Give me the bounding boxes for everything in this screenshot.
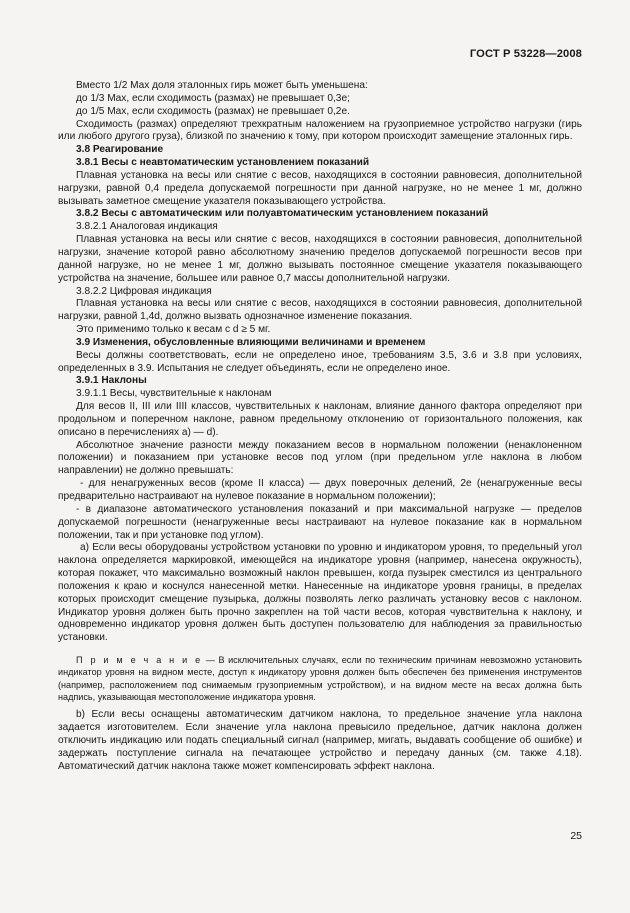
paragraph: до 1/5 Max, если сходимость (размах) не превышает 0,2e.: [76, 105, 350, 117]
note: [58, 654, 582, 703]
paragraph: Для весов II, III или IIII классов, чувствительных к наклонам, влияние данного фактора определяют при продольном и поперечном наклоне, равном предельному отклонению от горизонтального положения, как описано в перечислениях а) — d).: [58, 401, 582, 438]
paragraph: Это применимо только к весам с d ≥ 5 мг.: [76, 324, 271, 336]
section-heading: 3.9.1 Наклоны: [76, 375, 147, 387]
paragraph: 3.8.2.1 Аналоговая индикация: [76, 221, 218, 233]
paragraph-list: [58, 80, 582, 645]
section-heading: 3.9 Изменения, обусловленные влияющими величинами и временем: [76, 336, 426, 348]
paragraph: Вместо 1/2 Max доля эталонных гирь может быть уменьшена:: [76, 80, 368, 91]
note-label: П р и м е ч а н и е: [76, 655, 203, 666]
paragraph-tilt-sensor: b) Если весы оснащены автоматическим датчиком наклона, то предельное значение угла наклона задается изготовителем. Если значение угла наклона превысило предельное, датчик наклона должен отключить индикацию или подать специальный сигнал (например, мигать, выдавать сообщение об ошибке) и задержать поступление сигнала на печатающее устройство и передачу данных (см. также 4.18). Автоматический датчик наклона также может компенсировать эффект наклона.: [58, 709, 582, 772]
paragraph: Плавная установка на весы или снятие с весов, находящихся в состоянии равновесия, дополнительной нагрузки, равной 0,4 предела допускаемой погрешности при данной нагрузке, но не менее 1 мг, должно вызывать заметное смещение указателя показывающего устройства.: [58, 169, 582, 207]
section-heading: 3.8.2 Весы с автоматическим или полуавтоматическим установлением показаний: [76, 208, 489, 220]
section-heading: 3.8.1 Весы с неавтоматическим установлением показаний: [76, 157, 370, 169]
note-text: — В исключительных случаях, если по техническим причинам невозможно установить индикатор уровня на видном месте, доступ к индикатору уровня должен быть обеспечен без применения инструментов (например, расположением под снимаемым грузоприемным устройством), и на видном месте на весах должна быть надпись, указывающая местоположение индикатора уровня.: [58, 655, 582, 703]
paragraph: до 1/3 Max, если сходимость (размах) не превышает 0,3e;: [76, 92, 350, 104]
paragraph: - в диапазоне автоматического установления показаний и при максимальной нагрузке — пределов допускаемой погрешности (ненагруженные весы настраивают на нулевое показание как в нормальном положении, так и при установке под углом).: [58, 503, 582, 541]
section-heading: 3.8 Реагирование: [76, 144, 164, 156]
paragraph: Плавная установка на весы или снятие с весов, находящихся в состоянии равновесия, дополнительной нагрузки, равной 1,4d, должно вызвать однозначное изменение показания.: [58, 298, 582, 323]
paragraph: 3.8.2.2 Цифровая индикация: [76, 285, 212, 297]
page-number: 25: [570, 830, 582, 842]
document-header: ГОСТ Р 53228—2008: [469, 48, 582, 60]
paragraph: Плавная установка на весы или снятие с весов, находящихся в состоянии равновесия, дополнительной нагрузки, значение которой равно абсолютному значению пределов допускаемой погрешности весов при данной нагрузке, но не менее 1 мг, должно вызывать постоянное смещение указателя показывающего устройства на значение, большее или равное 0,7 массы дополнительной нагрузки.: [58, 234, 582, 284]
paragraph: а) Если весы оборудованы устройством установки по уровню и индикатором уровня, то предельный угол наклона определяется маркировкой, имеющейся на индикаторе уровня (например, нанесена окружность), которая покажет, что максимально возможный наклон превышен, когда пузырек сместился из центрального положения к краю и коснулся нанесенной метки. Нанесенные на индикаторе уровня границы, в пределах которых происходит смещение пузырька, должны позволять легко различать установку весов с наклоном. Индикатор уровня должен быть прочно закреплен на той части весов, которая чувствительна к наклону, и одновременно индикатор уровня должен быть доступен пользователю для наблюдения за правильностью установки.: [58, 542, 582, 644]
paragraph: Сходимость (размах) определяют трехкратным наложением на грузоприемное устройство нагрузки (гирь или любого другого груза), близкой по значению к тому, при котором происходит замещение эталонных гирь.: [58, 118, 582, 143]
page-body: [58, 80, 582, 774]
paragraph: Весы должны соответствовать, если не определено иное, требованиям 3.5, 3.6 и 3.8 при условиях, определенных в 3.9. Испытания не следует объединять, если не определено иное.: [58, 349, 582, 374]
paragraph: - для ненагруженных весов (кроме II класса) — двух поверочных делений, 2e (ненагруженные весы предварительно настраивают на нулевое показание в нормальном положении);: [58, 478, 582, 502]
paragraph: Абсолютное значение разности между показанием весов в нормальном положении (ненаклоненном положении) и показанием при установке весов под углом (при предельном угле наклона в любом направлении) не должно превышать:: [58, 439, 582, 477]
paragraph: 3.9.1.1 Весы, чувствительные к наклонам: [76, 388, 272, 400]
